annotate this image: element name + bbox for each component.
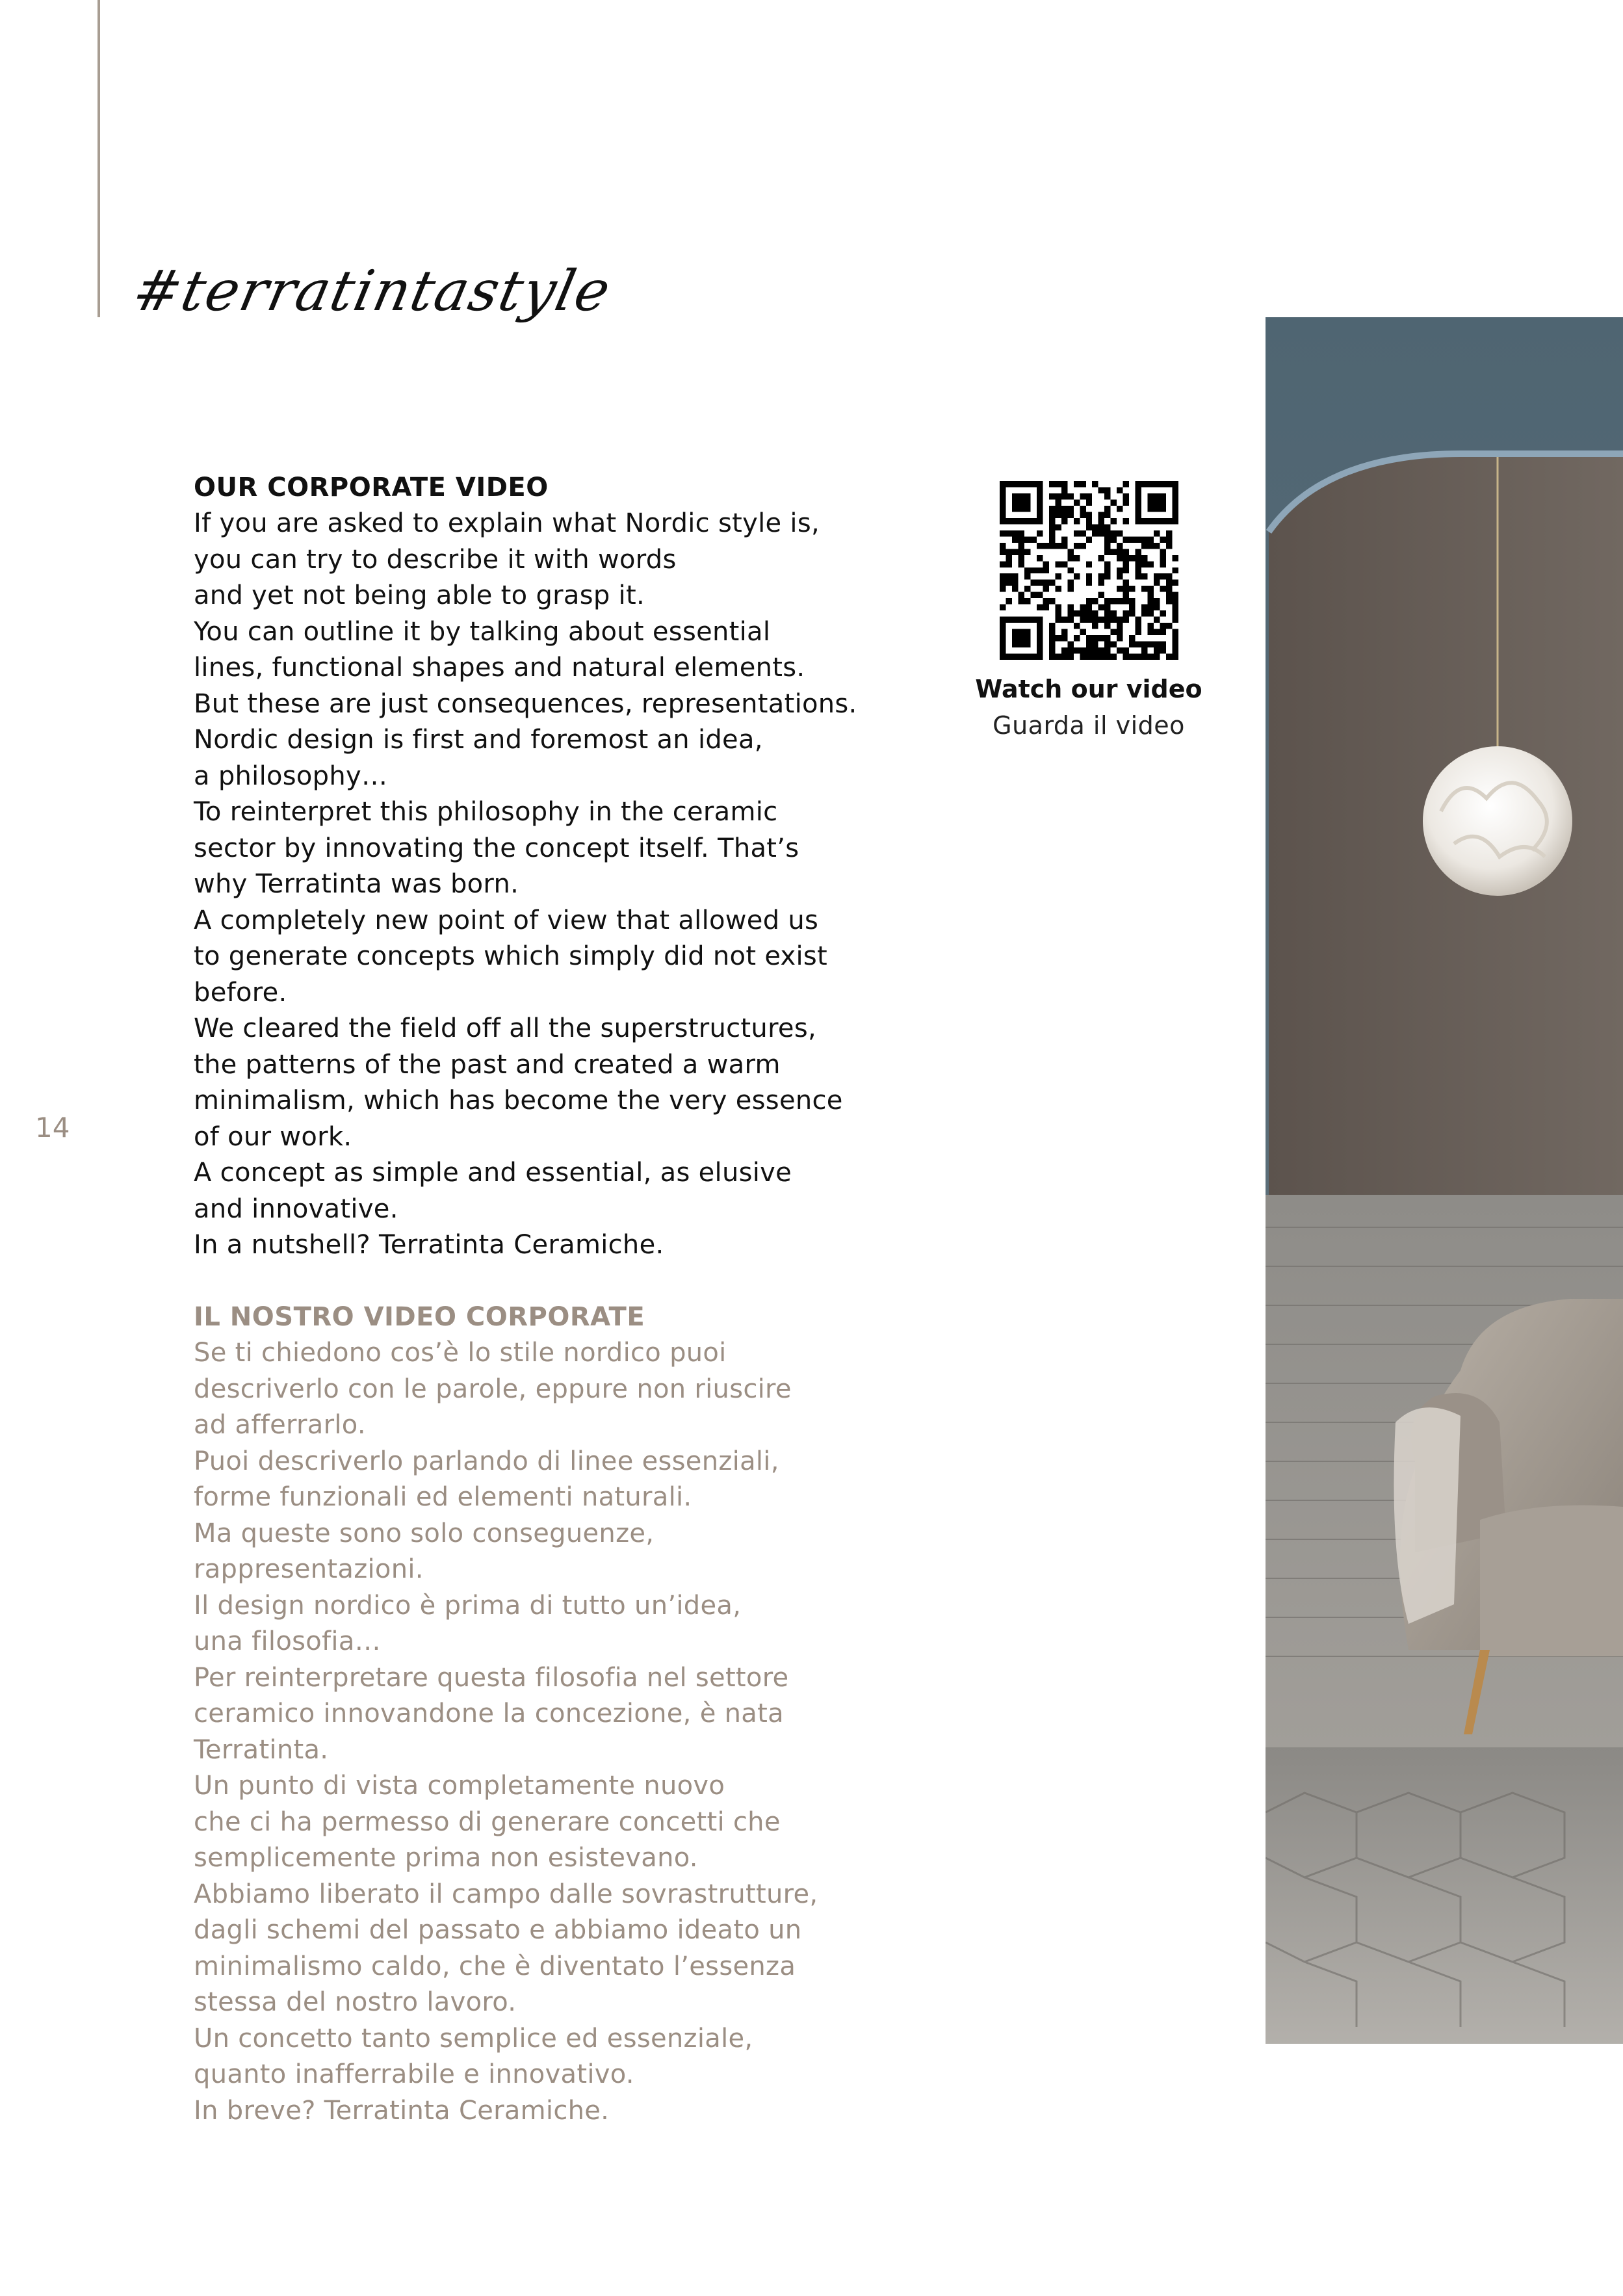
english-line: lines, functional shapes and natural elements. bbox=[194, 653, 805, 683]
italian-line: forme funzionali ed elementi naturali. bbox=[194, 1482, 692, 1512]
english-line: why Terratinta was born. bbox=[194, 869, 519, 899]
italian-line: semplicemente prima non esistevano. bbox=[194, 1843, 698, 1873]
italian-line: Il design nordico è prima di tutto un’idea, bbox=[194, 1590, 742, 1621]
italian-line: Un concetto tanto semplice ed essenziale, bbox=[194, 2023, 753, 2054]
english-line: We cleared the field off all the superstructures, bbox=[194, 1013, 817, 1043]
english-line: minimalism, which has become the very essence bbox=[194, 1086, 843, 1115]
italian-line: che ci ha permesso di generare concetti che bbox=[194, 1807, 781, 1837]
italian-line: Abbiamo liberato il campo dalle sovrastrutture, bbox=[194, 1879, 818, 1909]
italian-line: descriverlo con le parole, eppure non riuscire bbox=[194, 1374, 792, 1404]
english-line: You can outline it by talking about essential bbox=[194, 616, 771, 647]
qr-caption bbox=[955, 671, 1222, 744]
qr-code-icon[interactable] bbox=[1000, 481, 1178, 660]
italian-title: IL NOSTRO VIDEO CORPORATE bbox=[194, 1302, 645, 1332]
italian-line: ceramico innovandone la concezione, è nata bbox=[194, 1699, 784, 1729]
decorative-vertical-rule bbox=[97, 0, 100, 317]
italian-line: ad afferrarlo. bbox=[194, 1410, 366, 1440]
italian-section bbox=[194, 1299, 941, 2129]
italian-line: In breve? Terratinta Ceramiche. bbox=[194, 2095, 610, 2126]
english-line: A completely new point of view that allowed us bbox=[194, 905, 819, 935]
english-line: a philosophy… bbox=[194, 761, 388, 791]
hashtag-title: #terratintastyle bbox=[127, 259, 617, 324]
english-line: and innovative. bbox=[194, 1194, 398, 1224]
italian-line: Puoi descriverlo parlando di linee essenziali, bbox=[194, 1446, 779, 1476]
italian-line: una filosofia… bbox=[194, 1626, 381, 1656]
page-number: 14 bbox=[35, 1112, 70, 1143]
watch-video-italian-label: Guarda il video bbox=[993, 711, 1185, 740]
english-line: sector by innovating the concept itself. That’s bbox=[194, 833, 799, 863]
italian-line: stessa del nostro lavoro. bbox=[194, 1987, 517, 2017]
italian-line: minimalismo caldo, che è diventato l’essenza bbox=[194, 1951, 796, 1981]
english-line: A concept as simple and essential, as elusive bbox=[194, 1158, 792, 1188]
italian-line: quanto inafferrabile e innovativo. bbox=[194, 2059, 634, 2089]
english-line: In a nutshell? Terratinta Ceramiche. bbox=[194, 1230, 664, 1260]
english-line: of our work. bbox=[194, 1121, 352, 1152]
italian-line: Terratinta. bbox=[194, 1734, 329, 1765]
italian-line: Per reinterpretare questa filosofia nel settore bbox=[194, 1662, 789, 1693]
english-title: OUR CORPORATE VIDEO bbox=[194, 473, 549, 502]
english-line: To reinterpret this philosophy in the ceramic bbox=[194, 797, 778, 827]
italian-line: Un punto di vista completamente nuovo bbox=[194, 1771, 725, 1801]
italian-line: Se ti chiedono cos’è lo stile nordico puoi bbox=[194, 1338, 727, 1368]
english-line: you can try to describe it with words bbox=[194, 544, 677, 575]
italian-line: dagli schemi del passato e abbiamo ideato un bbox=[194, 1915, 802, 1945]
english-line: to generate concepts which simply did not exist bbox=[194, 941, 828, 971]
interior-photo bbox=[1266, 317, 1623, 2044]
english-line: the patterns of the past and created a warm bbox=[194, 1049, 781, 1080]
english-line: Nordic design is first and foremost an idea, bbox=[194, 725, 763, 755]
english-line: But these are just consequences, representations. bbox=[194, 688, 857, 719]
watch-video-label[interactable]: Watch our video bbox=[975, 675, 1202, 703]
english-line: If you are asked to explain what Nordic style is, bbox=[194, 508, 820, 538]
english-line: before. bbox=[194, 977, 287, 1008]
english-line: and yet not being able to grasp it. bbox=[194, 581, 645, 610]
english-section bbox=[194, 469, 941, 1264]
italian-line: Ma queste sono solo conseguenze, bbox=[194, 1518, 655, 1548]
italian-line: rappresentazioni. bbox=[194, 1554, 424, 1584]
